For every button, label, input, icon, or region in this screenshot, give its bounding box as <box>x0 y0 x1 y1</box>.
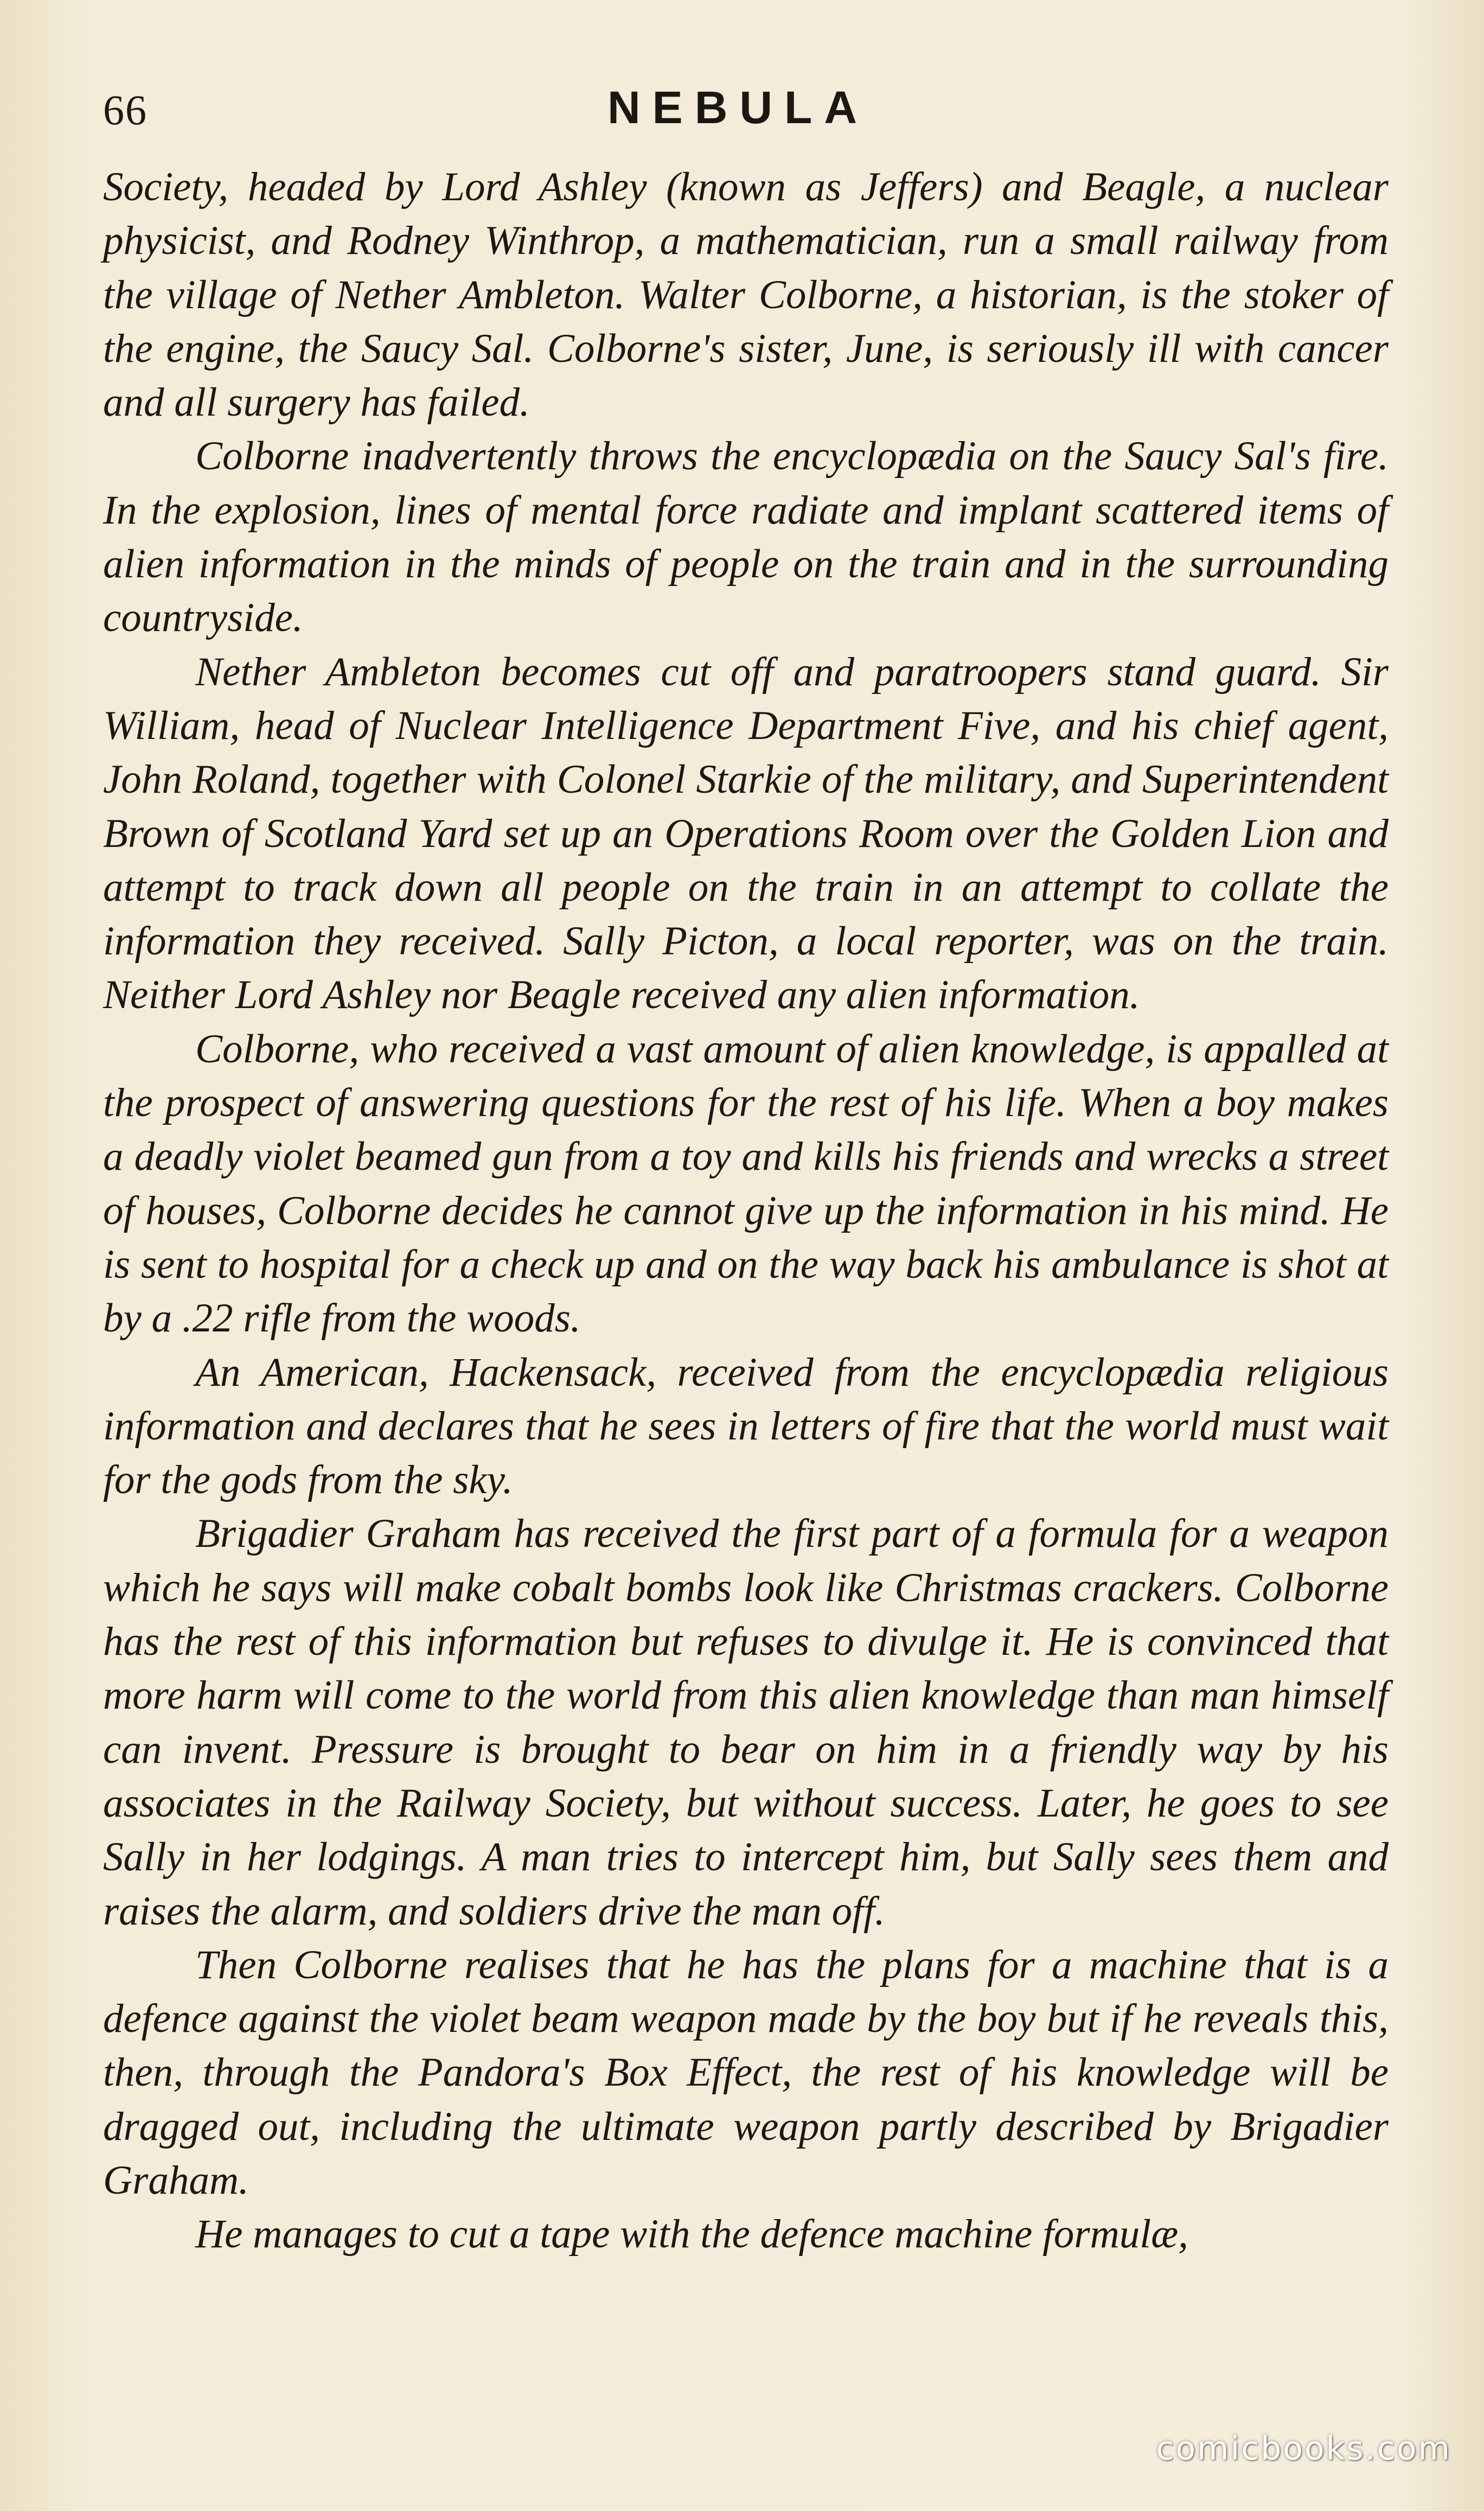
paragraph: An American, Hackensack, received from the encyclopædia religious information and declares that he sees in letters of fire that the world must wait for the gods from the sky. <box>103 1349 1389 1503</box>
paragraph: He manages to cut a tape with the defence machine formulæ, <box>195 2212 1188 2257</box>
paragraph: Colborne, who received a vast amount of alien knowledge, is appalled at the prospect of answering questions for the rest of his life. When a boy makes a deadly violet beamed gun from a toy and kills his friends and wrecks a street of houses, Colborne decides he cannot give up the information in his mind. He is sent to hospital for a check up and on the way back his ambulance is shot at by a .22 rifle from the woods. <box>103 1026 1389 1341</box>
paragraph: Society, headed by Lord Ashley (known as Jeffers) and Beagle, a nuclear physicist, and Rodney Winthrop, a mathematician, run a small railway from the village of Nether Ambleton. Walter Colborne, a historian, is the stoker of the engine, the Saucy Sal. Colborne's sister, June, is seriously ill with cancer and all surgery has failed. <box>103 164 1389 425</box>
page-header <box>0 81 1484 146</box>
page-number: 66 <box>103 86 148 133</box>
paragraph: Nether Ambleton becomes cut off and paratroopers stand guard. Sir William, head of Nuclear Intelligence Department Five, and his chief agent, John Roland, together with Colonel Starkie of the military, and Superintendent Brown of Scotland Yard set up an Operations Room over the Golden Lion and attempt to track down all people on the train in an attempt to collate the information they received. Sally Picton, a local reporter, was on the train. Neither Lord Ashley nor Beagle received any alien information. <box>103 649 1389 1018</box>
magazine-title: NEBULA <box>607 82 869 133</box>
paragraph: Brigadier Graham has received the first part of a formula for a weapon which he says will make cobalt bombs look like Christmas crackers. Colborne has the rest of this information but refuses to divulge it. He is convinced that more harm will come to the world from this alien knowledge than man himself can invent. Pressure is brought to bear on him in a friendly way by his associates in the Railway Society, but without success. Later, he goes to see Sally in her lodgings. A man tries to intercept him, but Sally sees them and raises the alarm, and soldiers drive the man off. <box>103 1511 1389 1934</box>
watermark: comicbooks.com <box>1156 2430 1451 2468</box>
paragraph: Then Colborne realises that he has the plans for a machine that is a defence against the violet beam weapon made by the boy but if he reveals this, then, through the Pandora's Box Effect, the rest of his knowledge will be dragged out, including the ultimate weapon partly described by Brigadier Graham. <box>103 1942 1389 2203</box>
body-text <box>103 160 1389 2261</box>
paragraph: Colborne inadvertently throws the encyclopædia on the Saucy Sal's fire. In the explosion, lines of mental force radiate and implant scattered items of alien information in the minds of people on the train and in the surrounding countryside. <box>103 434 1389 641</box>
